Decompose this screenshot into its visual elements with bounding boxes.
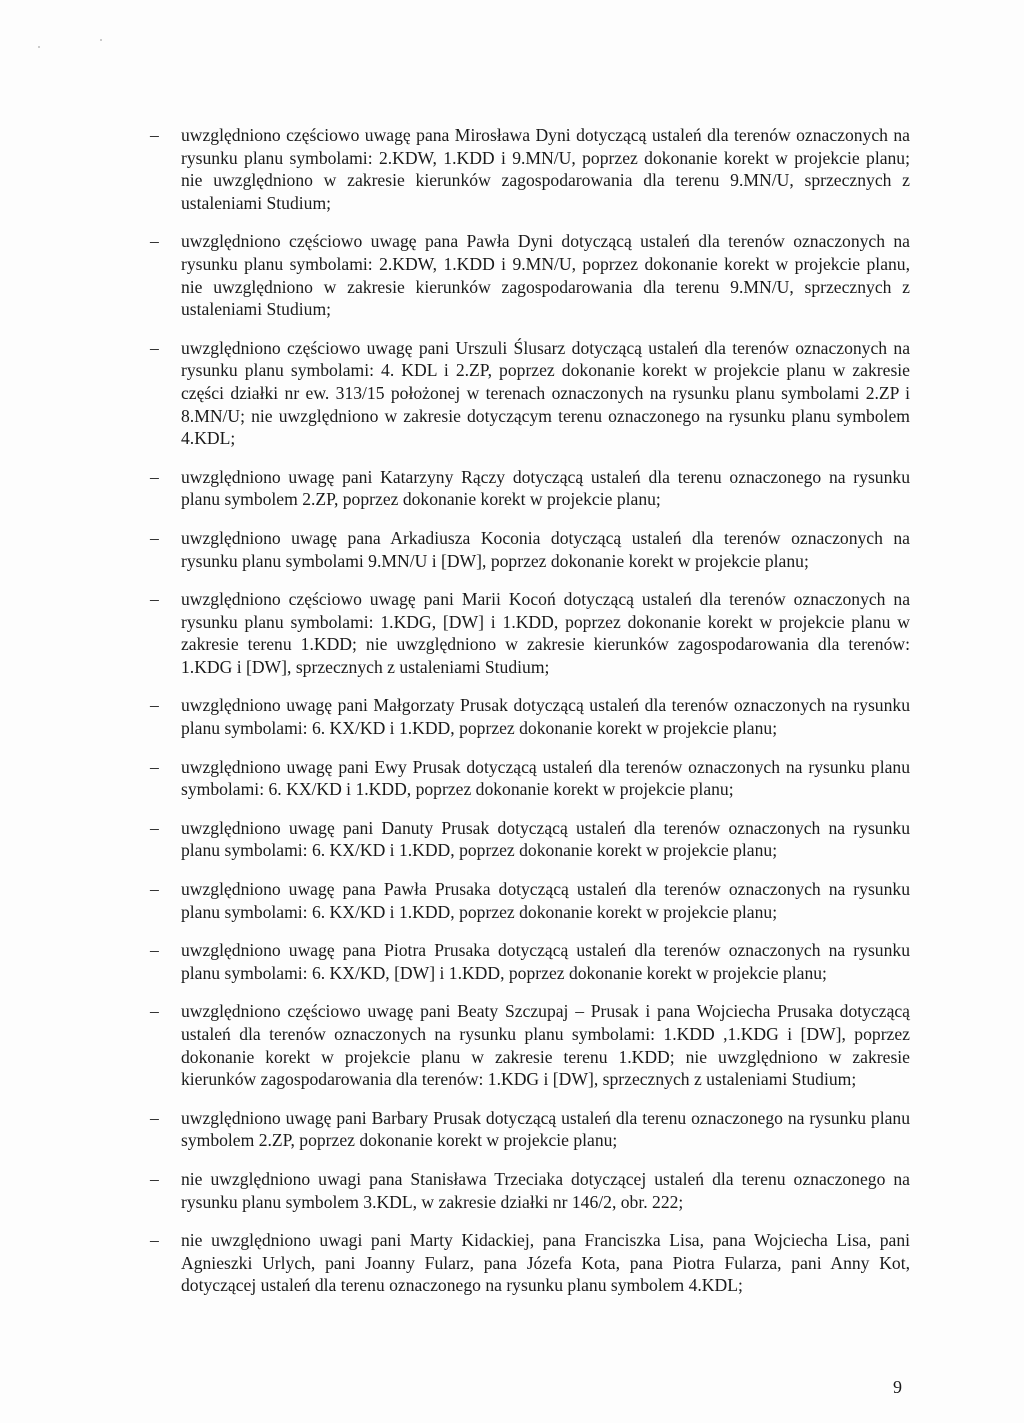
list-item xyxy=(150,527,910,572)
list-item xyxy=(150,588,910,678)
list-item xyxy=(150,466,910,511)
item-text: uwzględniono uwagę pani Barbary Prusak dotyczącą ustaleń dla terenu oznaczonego na rysunku planu symbolem 2.ZP, poprzez dokonanie korekt w projekcie planu; xyxy=(181,1107,910,1151)
dash-bullet: – xyxy=(150,1230,159,1251)
item-text: uwzględniono uwagę pani Danuty Prusak dotyczącą ustaleń dla terenów oznaczonych na rysunku planu symbolami: 6. KX/KD i 1.KDD, poprzez dokonanie korekt w projekcie planu; xyxy=(181,817,910,861)
dash-bullet: – xyxy=(150,337,159,358)
list-item xyxy=(150,756,910,801)
dash-bullet: – xyxy=(150,756,159,777)
item-text: uwzględniono uwagę pana Pawła Prusaka dotyczącą ustaleń dla terenów oznaczonych na rysunku planu symbolami: 6. KX/KD i 1.KDD, poprzez dokonanie korekt w projekcie planu; xyxy=(181,879,910,922)
item-text: uwzględniono uwagę pani Małgorzaty Prusak dotyczącą ustaleń dla terenów oznaczonych na rysunku planu symbolami: 6. KX/KD i 1.KDD, poprzez dokonanie korekt w projekcie planu; xyxy=(181,695,910,739)
list-item xyxy=(150,230,910,320)
list-item xyxy=(150,1168,910,1213)
dash-bullet: – xyxy=(150,817,159,838)
item-text: uwzględniono częściowo uwagę pani Beaty Szczupaj – Prusak i pana Wojciecha Prusaka dotyczącą ustaleń dla terenów oznaczonych na rysunku planu symbolami: 1.KDD ,1.KDG i [DW], poprzez dokonanie korekt w projekcie planu w zakresie terenu 1.KDD; nie uwzględniono w zakresie kierunków zagospodarowania dla terenów: 1.KDG i [DW], sprzecznych z ustaleniami Studium; xyxy=(181,1001,910,1090)
list-item xyxy=(150,878,910,923)
item-text: nie uwzględniono uwagi pana Stanisława Trzeciaka dotyczącej ustaleń dla terenu oznaczonego na rysunku planu symbolem 3.KDL, w zakresie działki nr 146/2, obr. 222; xyxy=(181,1168,910,1212)
item-text: nie uwzględniono uwagi pani Marty Kidackiej, pana Franciszka Lisa, pana Wojciecha Lisa, pani Agnieszki Urlych, pani Joanny Fularz, pana Józefa Kota, pana Piotra Fularza, pani Anny Kot, dotyczącej ustaleń dla terenu oznaczonego na rysunku planu symbolem 4.KDL; xyxy=(181,1230,910,1296)
dash-bullet: – xyxy=(150,1107,159,1128)
item-text: uwzględniono uwagę pana Arkadiusza Koconia dotyczącą ustaleń dla terenów oznaczonych na rysunku planu symbolami 9.MN/U i [DW], poprzez dokonanie korekt w projekcie planu; xyxy=(181,527,910,571)
dash-bullet: – xyxy=(150,879,159,900)
list-item xyxy=(150,817,910,862)
item-text: uwzględniono częściowo uwagę pana Mirosława Dyni dotyczącą ustaleń dla terenów oznaczonych na rysunku planu symbolami: 2.KDW, 1.KDD i 9.MN/U, poprzez dokonanie korekt w projekcie planu; nie uwzględniono w zakresie kierunków zagospodarowania dla terenu 9.MN/U, sprzecznych z ustaleniami Studium; xyxy=(181,125,910,213)
dash-bullet: – xyxy=(150,695,159,716)
dash-bullet: – xyxy=(150,1168,159,1189)
dash-bullet: – xyxy=(150,1001,159,1022)
list-item xyxy=(150,337,910,450)
item-text: uwzględniono częściowo uwagę pani Marii Kocoń dotyczącą ustaleń dla terenów oznaczonych na rysunku planu symbolami: 1.KDG, [DW] i 1.KDD, poprzez dokonanie korekt w projekcie planu w zakresie terenu 1.KDD; nie uwzględniono w zakresie kierunków zagospodarowania dla terenów: 1.KDG i [DW], sprzecznych z ustaleniami Studium; xyxy=(181,589,910,677)
list-item xyxy=(150,694,910,739)
item-text: uwzględniono uwagę pana Piotra Prusaka dotyczącą ustaleń dla terenów oznaczonych na rysunku planu symbolami: 6. KX/KD, [DW] i 1.KDD, poprzez dokonanie korekt w projekcie planu; xyxy=(181,940,910,983)
list-item xyxy=(150,1107,910,1152)
list-item xyxy=(150,124,910,214)
dash-bullet: – xyxy=(150,125,159,145)
item-text: uwzględniono częściowo uwagę pani Urszuli Ślusarz dotyczącą ustaleń dla terenów oznaczonych na rysunku planu symbolami: 4. KDL i 2.ZP, poprzez dokonanie korekt w projekcie planu w zakresie części działki nr ew. 313/15 położonej w terenach oznaczonych na rysunku planu symbolami 2.ZP i 8.MN/U; nie uwzględniono w zakresie dotyczącym terenu oznaczonego na rysunku planu symbolem 4.KDL; xyxy=(181,337,910,449)
list-item xyxy=(150,1000,910,1090)
scan-artifact xyxy=(38,46,40,48)
scan-artifact xyxy=(100,39,102,41)
dash-bullet: – xyxy=(150,527,159,548)
list-item xyxy=(150,1229,910,1297)
resolution-list xyxy=(150,124,910,1313)
dash-bullet: – xyxy=(150,940,159,961)
dash-bullet: – xyxy=(150,231,159,252)
dash-bullet: – xyxy=(150,589,159,610)
page-number: 9 xyxy=(893,1377,902,1397)
item-text: uwzględniono uwagę pani Ewy Prusak dotyczącą ustaleń dla terenów oznaczonych na rysunku planu symbolami: 6. KX/KD i 1.KDD, poprzez dokonanie korekt w projekcie planu; xyxy=(181,756,910,800)
dash-bullet: – xyxy=(150,466,159,487)
item-text: uwzględniono częściowo uwagę pana Pawła Dyni dotyczącą ustaleń dla terenów oznaczonych na rysunku planu symbolami: 2.KDW, 1.KDD i 9.MN/U, poprzez dokonanie korekt w projekcie planu, nie uwzględniono w zakresie kierunków zagospodarowania dla terenu 9.MN/U, sprzecznych z ustaleniami Studium; xyxy=(181,231,910,320)
item-text: uwzględniono uwagę pani Katarzyny Rączy dotyczącą ustaleń dla terenu oznaczonego na rysunku planu symbolem 2.ZP, poprzez dokonanie korekt w projekcie planu; xyxy=(181,466,910,510)
list-item xyxy=(150,939,910,984)
